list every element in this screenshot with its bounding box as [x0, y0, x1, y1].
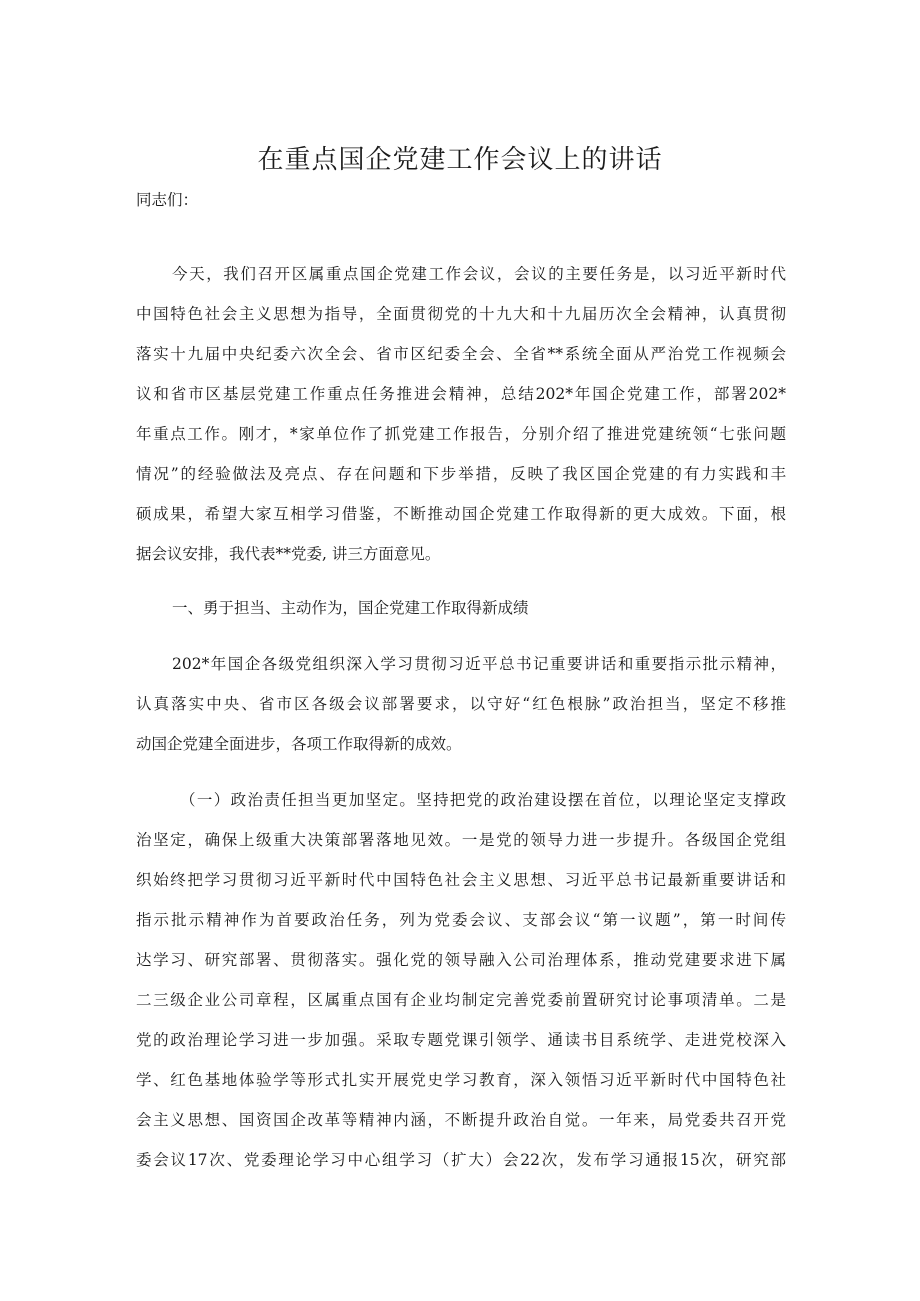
- paragraph-line: 据会议安排，我代表**党委, 讲三方面意见。: [136, 545, 441, 563]
- paragraph-line: 动国企党建全面进步，各项工作取得新的成效。: [136, 735, 462, 753]
- paragraph-line: 202*年国企各级党组织深入学习贯彻习近平总书记重要讲话和重要指示批示精神，: [172, 655, 786, 673]
- paragraph-line: 学、红色基地体验学等形式扎实开展党史学习教育，深入领悟习近平新时代中国特色社: [136, 1071, 786, 1089]
- salutation: 同志们：: [136, 191, 199, 209]
- paragraph-line: 今天，我们召开区属重点国企党建工作会议，会议的主要任务是，以习近平新时代: [172, 265, 786, 283]
- paragraph-line: 达学习、研究部署、贯彻落实。强化党的领导融入公司治理体系，推动党建要求进下属: [136, 951, 786, 969]
- paragraph-line: （一）政治责任担当更加坚定。坚持把党的政治建设摆在首位，以理论坚定支撑政: [180, 791, 786, 809]
- paragraph-line: 会主义思想、国资国企改革等精神内涵，不断提升政治自觉。一年来，局党委共召开党: [136, 1111, 786, 1129]
- paragraph-line: 落实十九届中央纪委六次全会、省市区纪委全会、全省**系统全面从严治党工作视频会: [136, 345, 786, 363]
- paragraph-line: 指示批示精神作为首要政治任务，列为党委会议、支部会议“第一议题”，第一时间传: [136, 911, 786, 929]
- paragraph-line: 中国特色社会主义思想为指导，全面贯彻党的十九大和十九届历次全会精神，认真贯彻: [136, 305, 786, 323]
- paragraph-line: 二三级企业公司章程，区属重点国有企业均制定完善党委前置研究讨论事项清单。二是: [136, 991, 786, 1009]
- section-heading: 一、勇于担当、主动作为，国企党建工作取得新成绩: [172, 599, 529, 617]
- paragraph-line: 年重点工作。刚才，*家单位作了抓党建工作报告，分别介绍了推进党建统领“七张问题: [136, 425, 786, 443]
- paragraph-line: 议和省市区基层党建工作重点任务推进会精神，总结202*年国企党建工作，部署202*: [136, 385, 786, 403]
- paragraph-line: 委会议17次、党委理论学习中心组学习（扩大）会22次，发布学习通报15次，研究部: [136, 1151, 786, 1169]
- paragraph-line: 治坚定，确保上级重大决策部署落地见效。一是党的领导力进一步提升。各级国企党组: [136, 831, 786, 849]
- paragraph-line: 织始终把学习贯彻习近平新时代中国特色社会主义思想、习近平总书记最新重要讲话和: [136, 871, 786, 889]
- paragraph-line: 认真落实中央、省市区各级会议部署要求，以守好“红色根脉”政治担当，坚定不移推: [136, 695, 786, 713]
- paragraph-line: 情况”的经验做法及亮点、存在问题和下步举措，反映了我区国企党建的有力实践和丰: [136, 465, 786, 483]
- paragraph-line: 硕成果，希望大家互相学习借鉴，不断推动国企党建工作取得新的更大成效。下面，根: [136, 505, 786, 523]
- document-title: 在重点国企党建工作会议上的讲话: [257, 145, 663, 175]
- paragraph-line: 党的政治理论学习进一步加强。采取专题党课引领学、通读书目系统学、走进党校深入: [136, 1031, 786, 1049]
